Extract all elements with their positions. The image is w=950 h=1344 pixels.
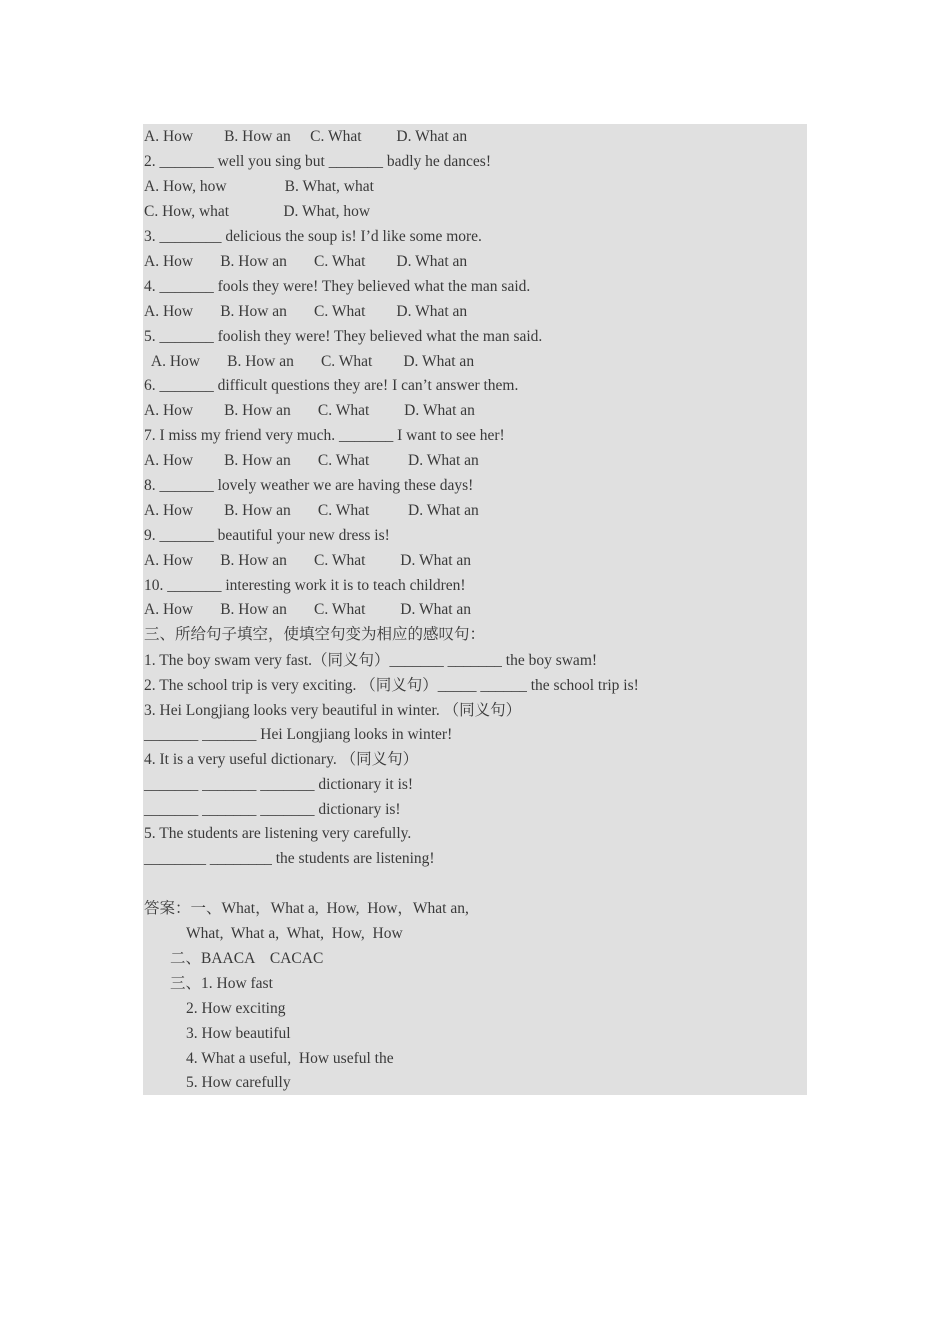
q1-options: A. How B. How an C. What D. What an bbox=[144, 128, 468, 145]
question-9: 9. _______ beautiful your new dress is! bbox=[144, 527, 390, 544]
question-7: 7. I miss my friend very much. _______ I want to see her! bbox=[144, 427, 505, 444]
q3-options: A. How B. How an C. What D. What an bbox=[144, 253, 468, 270]
q2-options-b: C. How, what D. What, how bbox=[144, 203, 371, 220]
question-3: 3. ________ delicious the soup is! I’d like some more. bbox=[144, 228, 482, 245]
answers-line-5: 2. How exciting bbox=[186, 1000, 286, 1017]
s3-item-5: 5. The students are listening very carefully. bbox=[144, 825, 412, 842]
answers-line-7: 4. What a useful, How useful the bbox=[186, 1050, 394, 1067]
s3-item-2: 2. The school trip is very exciting. （同义句）_____ ______ the school trip is! bbox=[144, 677, 639, 694]
answers-line-6: 3. How beautiful bbox=[186, 1025, 291, 1042]
section3-heading: 三、所给句子填空，使填空句变为相应的感叹句： bbox=[144, 626, 486, 643]
question-4: 4. _______ fools they were! They believed what the man said. bbox=[144, 278, 531, 295]
question-2: 2. _______ well you sing but _______ badly he dances! bbox=[144, 153, 491, 170]
question-5: 5. _______ foolish they were! They believed what the man said. bbox=[144, 328, 543, 345]
answers-line-4: 三、1. How fast bbox=[170, 975, 273, 992]
s3-item-4-blank-a: _______ _______ _______ dictionary it is! bbox=[144, 776, 414, 793]
q4-options: A. How B. How an C. What D. What an bbox=[144, 303, 468, 320]
q5-options: A. How B. How an C. What D. What an bbox=[144, 353, 475, 370]
q9-options: A. How B. How an C. What D. What an bbox=[144, 552, 472, 569]
s3-item-5-blank: ________ ________ the students are listening! bbox=[144, 850, 435, 867]
s3-item-3: 3. Hei Longjiang looks very beautiful in winter. （同义句） bbox=[144, 702, 522, 719]
s3-item-1: 1. The boy swam very fast.（同义句）_______ _______ the boy swam! bbox=[144, 652, 598, 669]
q6-options: A. How B. How an C. What D. What an bbox=[144, 402, 475, 419]
question-10: 10. _______ interesting work it is to teach children! bbox=[144, 577, 466, 594]
s3-item-4-blank-b: _______ _______ _______ dictionary is! bbox=[144, 801, 401, 818]
s3-item-4: 4. It is a very useful dictionary. （同义句） bbox=[144, 751, 419, 768]
question-6: 6. _______ difficult questions they are! I can’t answer them. bbox=[144, 377, 519, 394]
s3-item-3-blank: _______ _______ Hei Longjiang looks in winter! bbox=[144, 726, 453, 743]
q8-options: A. How B. How an C. What D. What an bbox=[144, 502, 479, 519]
question-8: 8. _______ lovely weather we are having these days! bbox=[144, 477, 474, 494]
q7-options: A. How B. How an C. What D. What an bbox=[144, 452, 479, 469]
answers-line-1: 答案：一、What，What a, How, How，What an, bbox=[144, 900, 469, 917]
answers-line-3: 二、BAACA CACAC bbox=[170, 950, 324, 967]
q2-options-a: A. How, how B. What, what bbox=[144, 178, 374, 195]
answers-line-8: 5. How carefully bbox=[186, 1074, 291, 1091]
q10-options: A. How B. How an C. What D. What an bbox=[144, 601, 472, 618]
answers-line-2: What, What a, What, How, How bbox=[186, 925, 403, 942]
